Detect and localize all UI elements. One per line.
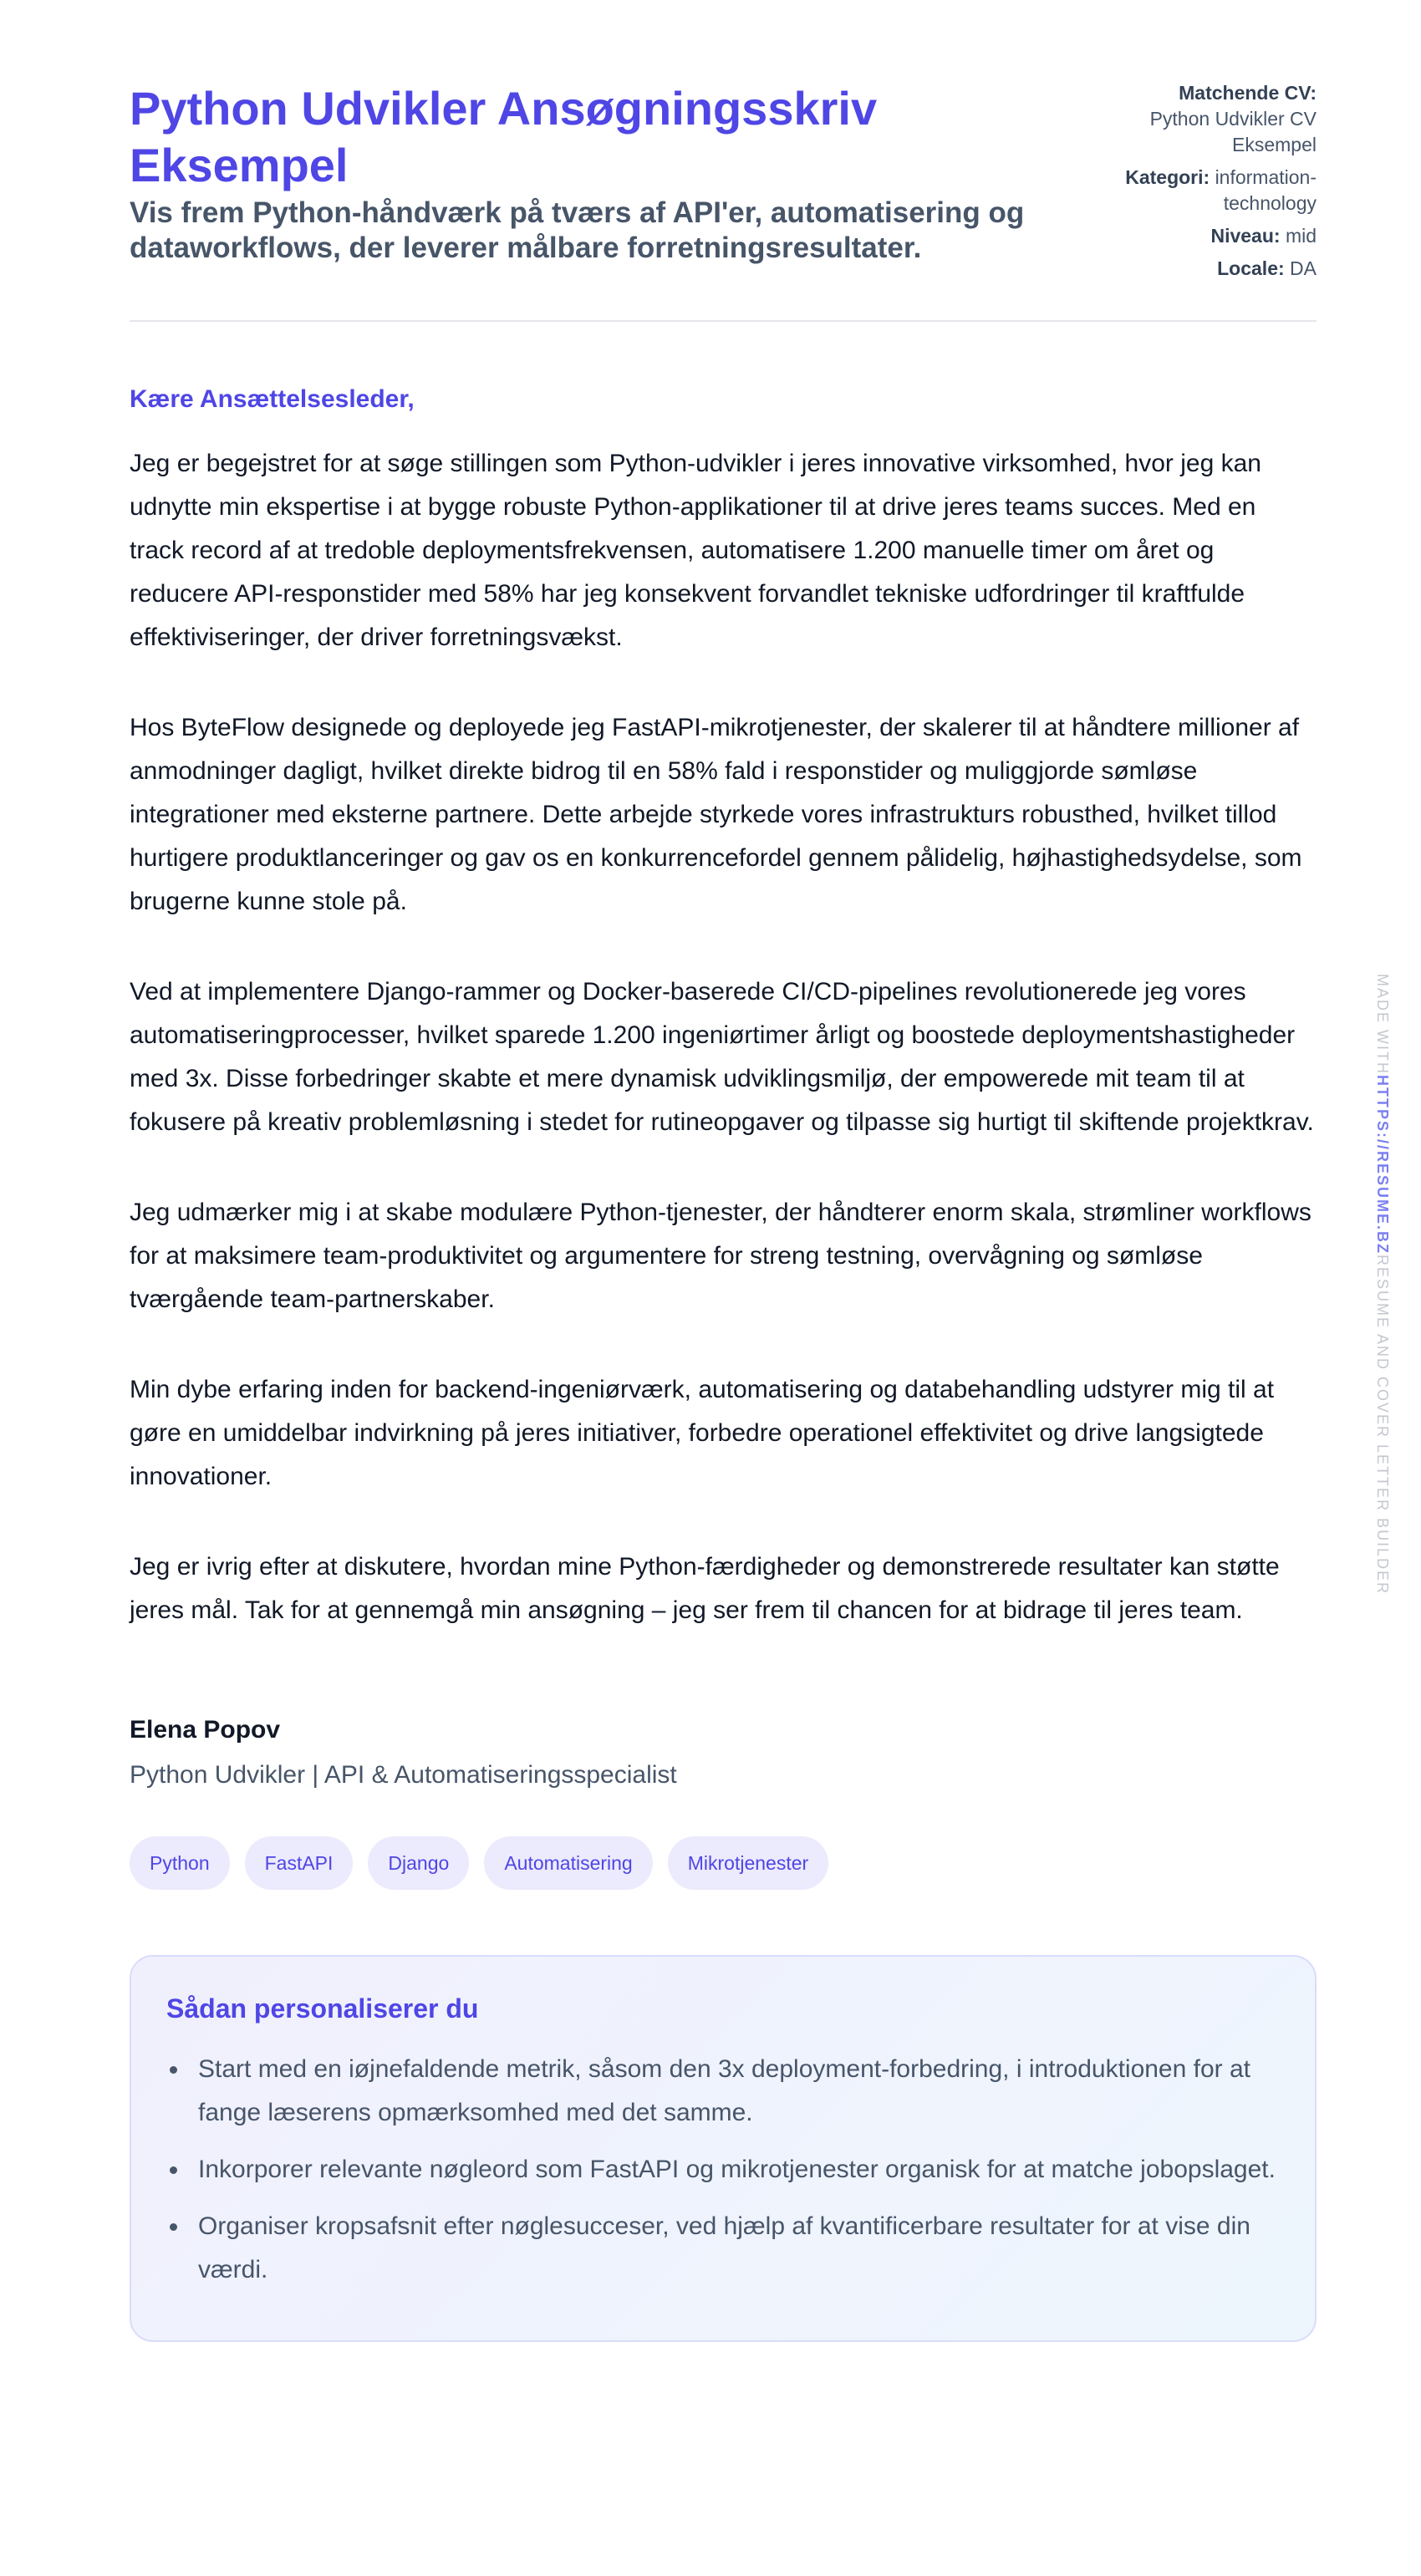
watermark-link[interactable]: HTTPS://RESUME.BZ xyxy=(1374,1075,1391,1255)
level-label: Niveau: xyxy=(1210,225,1281,247)
tip-item: Inkorporer relevante nøgleord som FastAPI og mikrotjenester organisk for at matche jobopslaget. xyxy=(166,2148,1280,2192)
cv-label: Matchende CV: xyxy=(1179,82,1317,104)
level-value: mid xyxy=(1285,225,1317,247)
letter-body xyxy=(130,442,1317,1632)
category-value: information-technology xyxy=(1215,166,1317,214)
page-subtitle: Vis frem Python-håndværk på tværs af API'er, automatisering og dataworkflows, der leverer målbare forretningsresultater. xyxy=(130,196,1025,264)
tip-item: Organiser kropsafsnit efter nøglesucceser, ved hjælp af kvantificerbare resultater for at vise din værdi. xyxy=(166,2205,1280,2292)
locale-label: Locale: xyxy=(1217,257,1285,279)
skill-tag: Mikrotjenester xyxy=(668,1836,828,1890)
signature xyxy=(130,1716,1317,1789)
skill-tag: Python xyxy=(130,1836,230,1890)
cv-value: Python Udvikler CV Eksempel xyxy=(1149,108,1317,155)
paragraph: Min dybe erfaring inden for backend-ingeniørværk, automatisering og databehandling udstyrer mig til at gøre en umiddelbar indvirkning på jeres initiativer, forbedre operationel effektivitet og drive langsigtede innovationer. xyxy=(130,1376,1275,1490)
paragraph: Hos ByteFlow designede og deployede jeg FastAPI-mikrotjenester, der skalerer til at håndtere millioner af anmodninger dagligt, hvilket direkte bidrog til en 58% fald i responstider og muliggjorde sømløse integrationer med eksterne partnere. Dette arbejde styrkede vores infrastrukturs robusthed, hvilket tillod hurtigere produktlanceringer og gav os en konkurrencefordel gennem pålidelig, højhastighedsydelse, som brugerne kunne stole på. xyxy=(130,714,1302,915)
locale-value: DA xyxy=(1290,257,1317,279)
signature-title: Python Udvikler | API & Automatiseringsspecialist xyxy=(130,1761,677,1789)
skill-tag: Django xyxy=(368,1836,469,1890)
skill-tag: Automatisering xyxy=(484,1836,652,1890)
paragraph: Ved at implementere Django-rammer og Docker-baserede CI/CD-pipelines revolutionerede jeg vores automatiseringprocesser, hvilket sparede 1.200 ingeniørtimer årligt og boostede deploymentshastigheder med 3x. Disse forbedringer skabte et mere dynamisk udviklingsmiljø, der empowerede mit team til at fokusere på kreativ problemløsning i stedet for rutineopgaver og tilpasse sig hurtigt til skiftende projektkrav. xyxy=(130,978,1314,1136)
skill-tags xyxy=(130,1836,1317,1890)
category-label: Kategori: xyxy=(1125,166,1210,188)
tip-item: Start med en iøjnefaldende metrik, såsom den 3x deployment-forbedring, i introduktionen for at fange læserens opmærksomhed med det samme. xyxy=(166,2048,1280,2135)
paragraph: Jeg er ivrig efter at diskutere, hvordan mine Python-færdigheder og demonstrerede resultater kan støtte jeres mål. Tak for at gennemgå min ansøgning – jeg ser frem til chancen for at bidrage til jeres team. xyxy=(130,1553,1280,1624)
signature-name: Elena Popov xyxy=(130,1716,281,1744)
watermark-prefix: MADE WITH xyxy=(1374,974,1391,1075)
cover-letter-page xyxy=(130,80,1317,2342)
page-title: Python Udvikler Ansøgningsskriv Eksempel xyxy=(130,82,878,191)
tips-title: Sådan personaliserer du xyxy=(166,1993,479,2024)
watermark-suffix: RESUME AND COVER LETTER BUILDER xyxy=(1374,1255,1391,1596)
greeting: Kære Ansættelsesleder, xyxy=(130,385,415,413)
paragraph: Jeg er begejstret for at søge stillingen som Python-udvikler i jeres innovative virksomhed, hvor jeg kan udnytte min ekspertise i at bygge robuste Python-applikationer til at drive jeres teams succes. Med en track record af at tredoble deploymentsfrekvensen, automatisere 1.200 manuelle timer om året og reducere API-responstider med 58% har jeg konsekvent forvandlet tekniske udfordringer til kraftfulde effektiviseringer, der driver forretningsvækst. xyxy=(130,450,1261,651)
header xyxy=(130,80,1317,322)
meta-info xyxy=(1066,80,1317,288)
personalization-tips xyxy=(130,1955,1317,2342)
paragraph: Jeg udmærker mig i at skabe modulære Python-tjenester, der håndterer enorm skala, strømliner workflows for at maksimere team-produktivitet og argumentere for streng testning, overvågning og sømløse tværgående team-partnerskaber. xyxy=(130,1199,1311,1313)
skill-tag: FastAPI xyxy=(245,1836,354,1890)
watermark xyxy=(1373,974,1391,1595)
